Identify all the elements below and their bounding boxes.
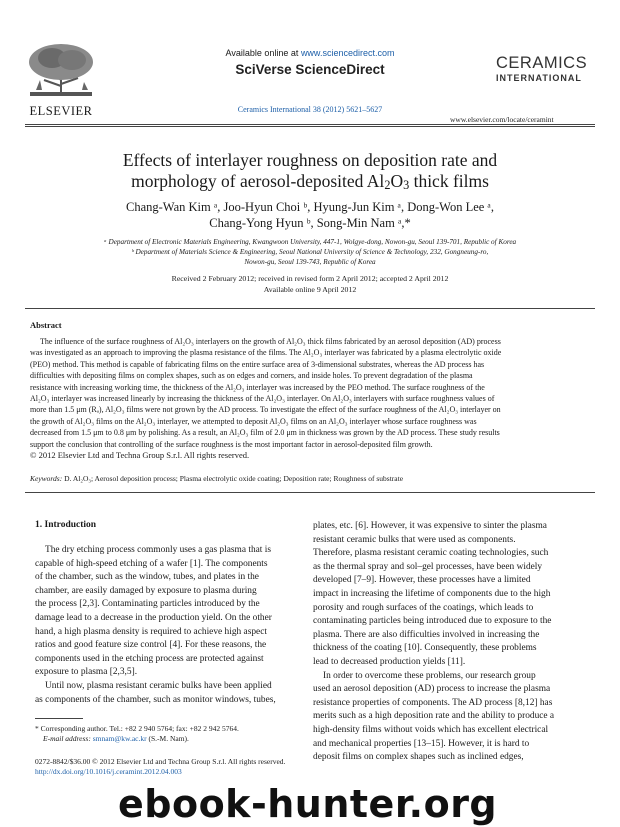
body-line: used an aerosol deposition (AD) process to increase the plasma [313, 684, 551, 695]
abstract-line: more than 1.5 μm (Rₐ), Al₂O₃ films were not grown by the AD process. To investigate the effect of the surface roughness of the Al₂O₃ interlayer on [30, 405, 501, 415]
affiliations [0, 237, 620, 267]
body-line: impact in increasing the lifetime of components due to the high [313, 588, 551, 599]
body-line: damage lead to a decrease in the production yield. On the other [35, 612, 272, 623]
author-list [0, 199, 620, 231]
title-line-1: Effects of interlayer roughness on deposition rate and [122, 150, 498, 170]
body-line: of the chamber, such as the window, tubes, and plates in the [35, 572, 259, 583]
body-line: capable of high-speed etching of a wafer [1]. The components [35, 558, 268, 569]
abstract-line: the growth of Al₂O₃ films on the Al₂O₃ interlayer, we attempted to deposit Al₂O₃ films on an Al₂O₃ interlayer whose surface roughness was [30, 416, 477, 426]
sciverse-logo: SciVerse ScienceDirect [235, 62, 385, 77]
journal-logo-line1: CERAMICS [496, 54, 588, 72]
publisher-name: ELSEVIER [29, 104, 93, 118]
article-title [0, 150, 620, 192]
body-line: and mechanical properties [13–15]. However, it is hard to [313, 738, 530, 749]
watermark: ebook-hunter.org [118, 782, 498, 826]
body-line: In order to overcome these problems, our research group [323, 670, 536, 681]
journal-url[interactable]: www.elsevier.com/locate/ceramint [450, 115, 554, 124]
body-line: Therefore, plasma resistant ceramic coating technologies, such [313, 548, 549, 559]
email-link[interactable]: smnam@kw.ac.kr [92, 734, 147, 743]
abstract-line: The influence of the surface roughness of Al₂O₃ interlayers on the growth of Al₂O₃ thick films fabricated by an aerosol deposition (AD) process [40, 337, 501, 346]
abstract-line: resistance with increasing working time, the thickness of the Al₂O₃ interlayer was increased by the PEO method. The surface roughness of the [30, 382, 485, 392]
body-line: lead to decreased production yields [11]. [313, 656, 466, 667]
email-label: E-mail address: [43, 734, 91, 743]
footnote [35, 724, 239, 744]
sciencedirect-link[interactable]: www.sciencedirect.com [300, 48, 395, 58]
abstract-line: difficulties with depositing films on complex shapes, such as on edges and corners, and inside holes. To prevent degradation of the plasma [30, 371, 473, 381]
email-line [35, 734, 239, 744]
body-line: deposit films on complex shapes such as inclined edges, [313, 752, 524, 763]
abstract-line: was investigated as an approach to improving the plasma resistance of the films. The Al₂O₃ interlayer was fabricated by a plasma electrolytic oxide [30, 348, 502, 358]
keywords-label: Keywords: [30, 474, 63, 483]
title-line-2: morphology of aerosol-deposited $Al_2O_3$ thick films [131, 171, 489, 192]
right-p1 [313, 520, 590, 670]
header-rule [25, 124, 595, 125]
body-line: ratios and good feature size control [4]. For these reasons, the [35, 640, 267, 651]
footer [35, 757, 285, 777]
body-line: exposure to plasma [2,3,5]. [35, 667, 138, 678]
journal-reference[interactable]: Ceramics International 38 (2012) 5621–5627 [237, 105, 383, 114]
body-line: plates, etc. [6]. However, it was expensive to sinter the plasma [313, 521, 547, 531]
body-line: contaminating particles being introduced due to exposure to the [313, 616, 552, 627]
body-line: merits such as a high deposition rate and the ability to produce a [313, 711, 555, 722]
available-online-label: Available online at [225, 48, 299, 58]
body-line: developed [7–9]. However, these processes have a limited [313, 575, 531, 586]
corresponding-author: * Corresponding author. Tel.: +82 2 940 5764; fax: +82 2 942 5764. [35, 724, 239, 733]
affiliation-b-1: ᵇ Department of Materials Science & Engineering, Seoul National University of Science & Technology, 232, Gongneung-ro, [131, 248, 489, 256]
abstract-line: decreased from 1.5 μm to 0.8 μm by polishing. As a result, an Al₂O₃ film of 2.0 μm in thickness was grown by the AD process. These study results [30, 428, 500, 438]
body-line: chamber, are easily damaged by exposure to plasma during [35, 585, 257, 596]
abstract-body [30, 336, 590, 461]
affiliation-b-2: Nowon-gu, Seoul 139-743, Republic of Korea [244, 258, 376, 266]
right-column [313, 520, 590, 765]
body-line: porosity and rough surfaces of the coatings, which leads to [313, 602, 534, 613]
dates-received: Received 2 February 2012; received in revised form 2 April 2012; accepted 2 April 2012 [171, 274, 449, 283]
left-p1 [35, 544, 312, 680]
journal-logo-line2: INTERNATIONAL [496, 73, 582, 83]
dates-online: Available online 9 April 2012 [263, 284, 357, 294]
right-p2 [313, 670, 590, 765]
body-line: as the thermal spray and sol–gel processes, have been widely [313, 561, 543, 572]
body-line: components used in the etching process are protected against [35, 653, 264, 664]
body-line: The dry etching process commonly uses a gas plasma that is [45, 545, 271, 555]
abstract-copyright: © 2012 Elsevier Ltd and Techna Group S.r.l. All rights reserved. [30, 450, 250, 461]
body-line: high-density films without voids which has excellent electrical [313, 724, 549, 735]
left-p2 [35, 680, 312, 707]
article-dates [0, 274, 620, 295]
body-line: resistant ceramic bulks that were used as components. [313, 534, 516, 545]
body-line: plasma. There are also difficulties involved in increasing the [313, 629, 540, 640]
body-line: resistance properties of components. The AD process [8,12] has [313, 697, 553, 708]
body-line: as components of the chamber, such as monitor windows, tubes, [35, 694, 276, 705]
abstract-line: (PEO) method. This method is capable of fabricating films on the entire surface area of 3-dimensional substrates, whereas the AD process has [30, 359, 485, 369]
authors-line-2: Chang-Yong Hyun ᵇ, Song-Min Nam ᵃ,* [209, 216, 411, 230]
authors-line-1: Chang-Wan Kim ᵃ, Joo-Hyun Choi ᵇ, Hyung-Jun Kim ᵃ, Dong-Won Lee ᵃ, [126, 200, 494, 214]
abstract-heading: Abstract [30, 320, 62, 330]
keywords-text: D. Al₂O₃; Aerosol deposition process; Plasma electrolytic oxide coating; Deposition rate; Roughness of substrate [64, 474, 404, 483]
affiliation-a: ᵃ Department of Electronic Materials Engineering, Kwangwoon University, 447-1, Wolgye-dong, Nowon-gu, Seoul 139-701, Republic of Korea [103, 238, 517, 246]
keywords [30, 474, 590, 483]
email-tail: (S.-M. Nam). [148, 734, 189, 743]
issn-line: 0272-8842/$36.00 © 2012 Elsevier Ltd and Techna Group S.r.l. All rights reserved. [35, 757, 286, 766]
journal-logo [496, 54, 587, 83]
abstract-line: Al₂O₃ interlayer was increased linearly by increasing the thickness of the Al₂O₃ interlayer. On Al₂O₃ interlayers with surface roughness values of [30, 394, 495, 404]
footnote-rule [35, 718, 83, 719]
section-heading: 1. Introduction [35, 520, 97, 530]
body-line: thickness of the coating [10]. Consequently, these problems [313, 643, 537, 654]
header-rule-2 [25, 126, 595, 127]
body-line: the process [2,3]. Contaminating particles introduced by the [35, 599, 260, 610]
body-line: hand, a high plasma density is required to achieve high aspect [35, 626, 267, 637]
abstract-top-rule [25, 308, 595, 309]
doi-link[interactable]: http://dx.doi.org/10.1016/j.ceramint.2012.04.003 [35, 767, 182, 776]
abstract-bottom-rule [25, 492, 595, 493]
body-line: Until now, plasma resistant ceramic bulks have been applied [45, 680, 272, 691]
abstract-line: support the conclusion that controlling of the surface roughness is the most important factor in aerosol-deposited film growth. [30, 439, 433, 449]
left-column [35, 544, 312, 707]
